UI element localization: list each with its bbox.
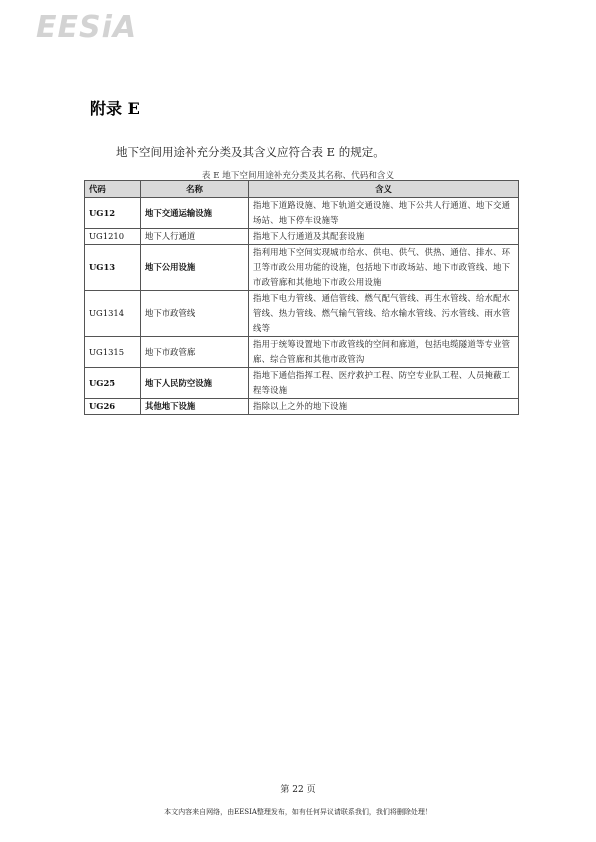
row-meaning: 指地下电力管线、通信管线、燃气配气管线、再生水管线、给水配水管线、热力管线、燃气输气管线、给水输水管线、污水管线、雨水管线等 — [249, 291, 519, 337]
row-code: UG1315 — [85, 337, 141, 368]
page-number: 第 22 页 — [280, 785, 316, 795]
row-name: 其他地下设施 — [141, 399, 249, 415]
footer-disclaimer: 本文内容来自网络，由EESIA整理发布，如有任何异议请联系我们，我们将删除处理！ — [164, 808, 432, 816]
table-row — [85, 399, 519, 415]
row-name: 地下人民防空设施 — [141, 368, 249, 399]
row-code: UG26 — [85, 399, 141, 415]
row-name: 地下市政管线 — [141, 291, 249, 337]
table-row — [85, 291, 519, 337]
table-row — [85, 229, 519, 245]
row-meaning: 指用于统筹设置地下市政管线的空间和廊道，包括电缆隧道等专业管廊、综合管廊和其他市政管沟 — [249, 337, 519, 368]
header-meaning: 含义 — [249, 181, 519, 198]
row-code: UG25 — [85, 368, 141, 399]
table-header-row — [85, 181, 519, 198]
row-code: UG1210 — [85, 229, 141, 245]
row-meaning: 指地下人行通道及其配套设施 — [249, 229, 519, 245]
row-meaning: 指除以上之外的地下设施 — [249, 399, 519, 415]
row-meaning: 指地下通信指挥工程、医疗救护工程、防空专业队工程、人员掩蔽工程等设施 — [249, 368, 519, 399]
eesia-logo: EESiA — [36, 10, 138, 45]
appendix-title: 附录 E — [90, 99, 140, 118]
appendix-intro: 地下空间用途补充分类及其含义应符合表 E 的规定。 — [116, 145, 385, 159]
row-name: 地下交通运输设施 — [141, 198, 249, 229]
row-code: UG12 — [85, 198, 141, 229]
table-row — [85, 245, 519, 291]
header-code: 代码 — [85, 181, 141, 198]
row-meaning: 指地下道路设施、地下轨道交通设施、地下公共人行通道、地下交通场站、地下停车设施等 — [249, 198, 519, 229]
row-meaning: 指利用地下空间实现城市给水、供电、供气、供热、通信、排水、环卫等市政公用功能的设施，包括地下市政场站、地下市政管线、地下市政管廊和其他地下市政公用设施 — [249, 245, 519, 291]
table-row — [85, 337, 519, 368]
row-code: UG13 — [85, 245, 141, 291]
row-name: 地下公用设施 — [141, 245, 249, 291]
table-caption: 表 E 地下空间用途补充分类及其名称、代码和含义 — [201, 171, 395, 181]
classification-table — [84, 180, 519, 415]
row-name: 地下市政管廊 — [141, 337, 249, 368]
table-row — [85, 198, 519, 229]
row-name: 地下人行通道 — [141, 229, 249, 245]
header-name: 名称 — [141, 181, 249, 198]
row-code: UG1314 — [85, 291, 141, 337]
table-row — [85, 368, 519, 399]
